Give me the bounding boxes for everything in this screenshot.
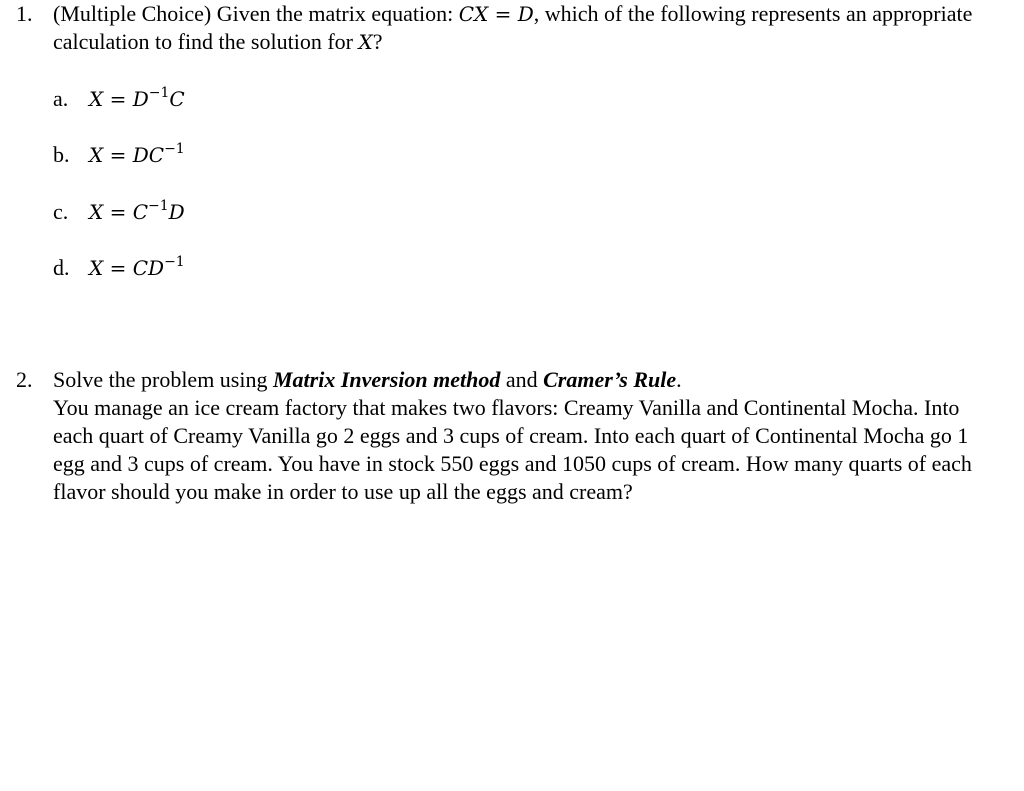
option-c-rest: D: [168, 200, 185, 224]
question-1-variable: X: [358, 30, 373, 54]
question-2-text: [53, 366, 1003, 506]
option-c: [53, 197, 185, 227]
option-a-rest: C: [169, 87, 185, 111]
option-a: [53, 84, 185, 114]
option-b: [53, 140, 185, 170]
question-2-method-2: Cramer’s Rule: [543, 367, 677, 392]
question-1-number: 1.: [16, 1, 33, 26]
option-c-exponent: −1: [148, 198, 169, 214]
option-c-lhs: X = C: [89, 200, 149, 224]
question-1-text: [53, 0, 1003, 56]
question-1-equation: CX = D: [458, 2, 534, 26]
question-2-number: 2.: [16, 367, 33, 392]
option-d-letter: d.: [53, 255, 70, 280]
option-a-equation: [89, 87, 185, 111]
question-2-period: .: [676, 367, 682, 392]
question-1-middle: , which of the following represents an appropriate calculation to find the solution for: [53, 1, 973, 54]
option-a-lhs: X = D: [89, 87, 149, 111]
question-2-body: You manage an ice cream factory that makes two flavors: Creamy Vanilla and Continental Mocha. Into each quart of Creamy Vanilla go 2 eggs and 3 cups of cream. Into each quart of Continental Mocha go 1 egg and 3 cups of cream. You have in stock 550 eggs and 1050 cups of cream. How many quarts of each flavor should you make in order to use up all the eggs and cream?: [53, 395, 972, 504]
option-c-letter: c.: [53, 199, 69, 224]
option-a-exponent: −1: [148, 85, 170, 101]
option-d-lhs: X = CD: [89, 256, 165, 280]
option-c-equation: [89, 200, 185, 224]
option-d-exponent: −1: [164, 254, 185, 270]
question-2-instruction: [53, 366, 1003, 394]
option-b-equation: [89, 143, 185, 167]
question-2-intro: Solve the problem using: [53, 367, 273, 392]
option-b-letter: b.: [53, 142, 70, 167]
question-1-prefix: (Multiple Choice) Given the matrix equation:: [53, 1, 459, 26]
option-d-equation: [89, 256, 185, 280]
option-b-lhs: X = DC: [89, 143, 165, 167]
option-d: [53, 253, 185, 283]
option-a-letter: a.: [53, 86, 69, 111]
question-2-and: and: [500, 367, 544, 392]
option-b-exponent: −1: [164, 141, 185, 157]
question-2-method-1: Matrix Inversion method: [272, 367, 501, 392]
question-1-suffix: ?: [372, 29, 383, 54]
